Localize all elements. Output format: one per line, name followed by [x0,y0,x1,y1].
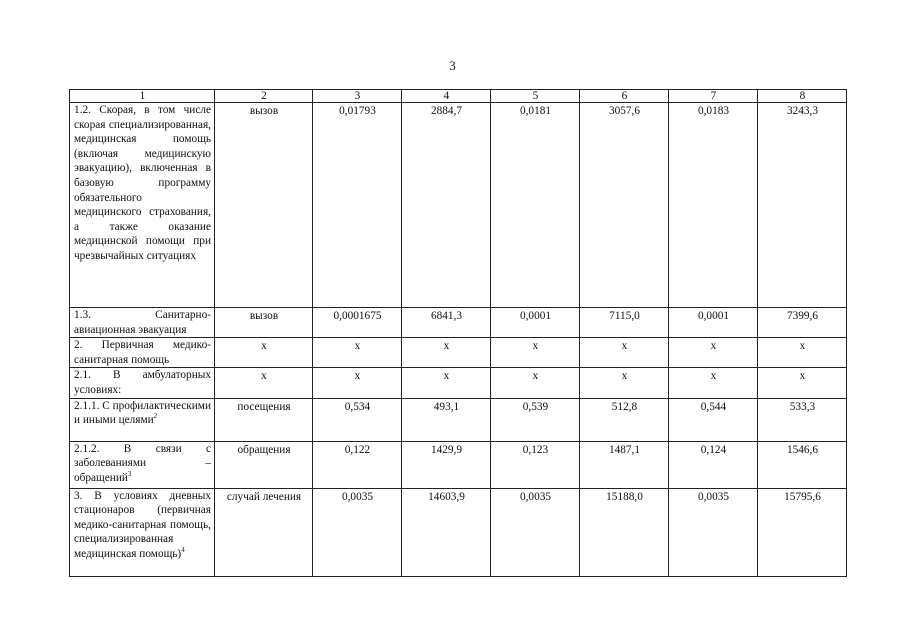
table-body [70,90,847,577]
table-row [70,338,847,368]
row-value-col-8: 3243,3 [758,103,847,308]
row-value-col-6: 15188,0 [580,488,669,576]
row-unit: случай лечения [215,488,313,576]
table-row [70,398,847,441]
header-cell: 3 [313,90,402,103]
table-row [70,308,847,338]
header-cell: 2 [215,90,313,103]
row-value-col-4: 14603,9 [402,488,491,576]
row-description-text: 3. В условиях дневных стационаров (первичная медико-санитарная помощь, специализированная медицинская помощь) [74,489,211,560]
data-table [69,89,847,577]
row-value-col-4: 2884,7 [402,103,491,308]
page-number: 3 [449,58,456,73]
row-description [70,308,215,338]
row-value-col-7: 0,0035 [669,488,758,576]
header-cell: 1 [70,90,215,103]
row-value-col-5: х [491,338,580,368]
row-description-text: 1.2. Скорая, в том числе скорая специализированная, медицинская помощь (включая медицинскую эвакуацию), включенная в базовую программу обязательного медицинского страхования, а также оказание медицинской помощи при чрезвычайных ситуациях [74,104,211,262]
row-value-col-7: 0,0001 [669,308,758,338]
row-value-col-8: 1546,6 [758,441,847,488]
row-value-col-6: 3057,6 [580,103,669,308]
row-value-col-8: 533,3 [758,398,847,441]
row-value-col-8: 7399,6 [758,308,847,338]
row-value-col-7: х [669,368,758,398]
row-value-col-6: 1487,1 [580,441,669,488]
row-value-col-3: 0,01793 [313,103,402,308]
row-value-col-6: 7115,0 [580,308,669,338]
header-cell: 7 [669,90,758,103]
header-cell: 8 [758,90,847,103]
row-value-col-3: 0,0035 [313,488,402,576]
row-value-col-3: 0,0001675 [313,308,402,338]
row-description-text: 2.1. В амбулаторных условиях: [74,369,211,396]
row-unit: вызов [215,103,313,308]
row-value-col-5: 0,539 [491,398,580,441]
table-row [70,368,847,398]
row-value-col-6: х [580,338,669,368]
row-unit: х [215,368,313,398]
row-unit: вызов [215,308,313,338]
row-unit: обращения [215,441,313,488]
footnote-marker: 2 [153,412,158,421]
header-cell: 6 [580,90,669,103]
row-value-col-7: 0,124 [669,441,758,488]
row-value-col-5: 0,0001 [491,308,580,338]
row-value-col-8: х [758,368,847,398]
table-row [70,488,847,576]
row-value-col-5: х [491,368,580,398]
header-cell: 5 [491,90,580,103]
row-description [70,368,215,398]
row-value-col-3: 0,534 [313,398,402,441]
row-description-text: 2.1.2. В связи с заболеваниями – обращений [74,442,211,484]
row-value-col-3: х [313,368,402,398]
row-value-col-7: 0,0183 [669,103,758,308]
row-description-text: 1.3. Санитарно-авиационная эвакуация [74,309,211,336]
header-cell: 4 [402,90,491,103]
row-value-col-6: х [580,368,669,398]
row-value-col-3: х [313,338,402,368]
row-value-col-8: х [758,338,847,368]
row-description [70,103,215,308]
row-unit: х [215,338,313,368]
row-value-col-4: 493,1 [402,398,491,441]
row-value-col-7: 0,544 [669,398,758,441]
row-unit: посещения [215,398,313,441]
row-description [70,338,215,368]
row-value-col-5: 0,0181 [491,103,580,308]
row-value-col-5: 0,0035 [491,488,580,576]
row-value-col-3: 0,122 [313,441,402,488]
row-description-text: 2.1.1. С профилактическими и иными целями [74,399,212,427]
row-description-text: 2. Первичная медико-санитарная помощь [74,339,211,366]
row-description [70,441,215,488]
table-header-row [70,90,847,103]
footnote-marker: 3 [127,469,132,478]
row-value-col-6: 512,8 [580,398,669,441]
row-value-col-4: 1429,9 [402,441,491,488]
footnote-marker: 4 [181,546,185,555]
row-value-col-4: 6841,3 [402,308,491,338]
row-value-col-8: 15795,6 [758,488,847,576]
row-description [70,398,215,441]
row-value-col-5: 0,123 [491,441,580,488]
row-value-col-4: х [402,368,491,398]
row-value-col-4: х [402,338,491,368]
row-description [70,488,215,576]
row-value-col-7: х [669,338,758,368]
table-row [70,441,847,488]
table-row [70,103,847,308]
